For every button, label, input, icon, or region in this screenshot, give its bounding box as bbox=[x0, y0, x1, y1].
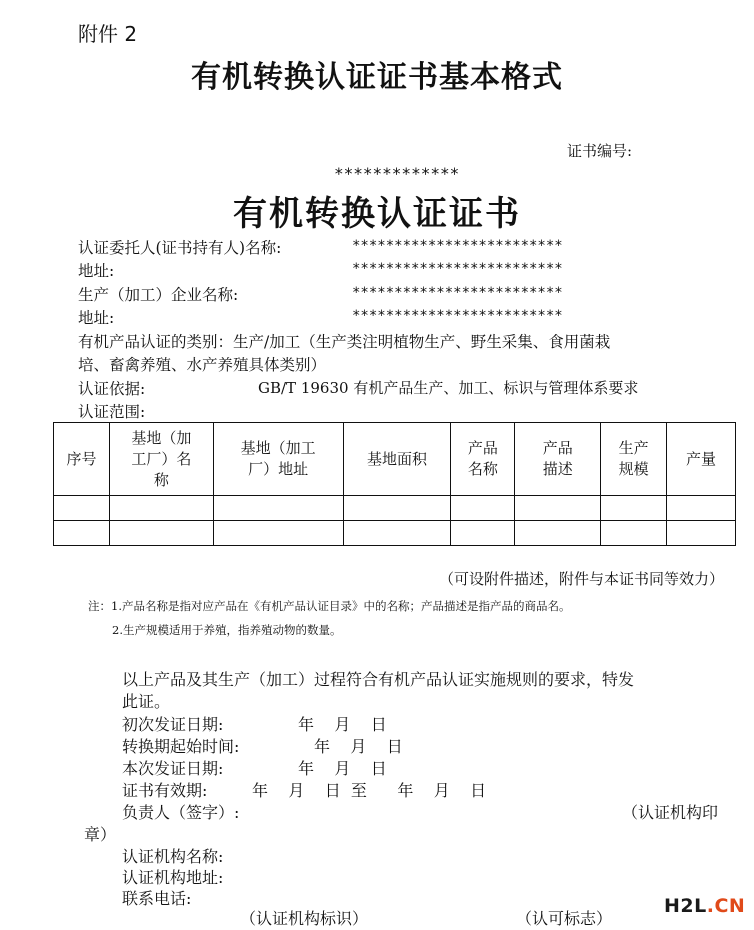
transition-date: 年 月 日 bbox=[314, 737, 403, 756]
field-label: 地址: bbox=[78, 262, 115, 280]
table-header-cell: 基地面积 bbox=[343, 423, 451, 496]
responsible-label: 负责人（签字）: bbox=[122, 803, 240, 822]
field-row-holder bbox=[78, 236, 281, 258]
field-value: ************************* bbox=[352, 285, 563, 301]
table-header-row bbox=[54, 423, 736, 496]
note-1: 注：1.产品名称是指对应产品在《有机产品认证目录》中的名称；产品描述是指产品的商品名。 bbox=[88, 599, 571, 613]
field-value: ************************* bbox=[352, 308, 563, 324]
basis-label: 认证依据: bbox=[78, 380, 146, 398]
table-header-cell: 基地（加工 厂）地址 bbox=[213, 423, 343, 496]
validity-value: 年 月 日 至 年 月 日 bbox=[252, 781, 487, 800]
validity-label: 证书有效期: bbox=[122, 781, 208, 800]
field-row-enterprise bbox=[78, 283, 238, 305]
statement-line-2: 此证。 bbox=[122, 692, 171, 711]
main-title: 有机转换认证证书基本格式 bbox=[191, 60, 563, 95]
scope-label: 认证范围: bbox=[78, 403, 146, 421]
category-line-1: 有机产品认证的类别：生产/加工（生产类注明植物生产、野生采集、食用菌栽 bbox=[78, 333, 611, 351]
table-header-cell: 生产 规模 bbox=[601, 423, 667, 496]
field-value: ************************* bbox=[352, 261, 563, 277]
org-name-label: 认证机构名称: bbox=[122, 847, 224, 866]
first-issue-label: 初次发证日期: bbox=[122, 715, 224, 734]
statement-line-1: 以上产品及其生产（加工）过程符合有机产品认证实施规则的要求，特发 bbox=[122, 670, 635, 689]
watermark-logo: H2L.CN bbox=[664, 895, 746, 917]
field-row-address-2 bbox=[78, 306, 114, 328]
attachment-note: （可设附件描述，附件与本证书同等效力） bbox=[438, 570, 724, 588]
field-row-address bbox=[78, 259, 114, 281]
table-header-cell: 产品 描述 bbox=[515, 423, 601, 496]
basis-value: GB/T 19630 有机产品生产、加工、标识与管理体系要求 bbox=[258, 379, 639, 397]
table-header-cell: 基地（加 工厂）名 称 bbox=[109, 423, 213, 496]
table-header-cell: 产品 名称 bbox=[451, 423, 515, 496]
transition-label: 转换期起始时间: bbox=[122, 737, 240, 756]
note-2: 2.生产规模适用于养殖，指养殖动物的数量。 bbox=[112, 623, 342, 637]
table-row bbox=[54, 496, 736, 521]
table-header-cell: 产量 bbox=[667, 423, 736, 496]
first-issue-date: 年 月 日 bbox=[298, 715, 387, 734]
org-address-label: 认证机构地址: bbox=[122, 868, 224, 887]
org-mark: （认证机构标识） bbox=[240, 909, 369, 928]
current-issue-label: 本次发证日期: bbox=[122, 759, 224, 778]
field-label: 生产（加工）企业名称: bbox=[78, 286, 239, 304]
scope-table bbox=[53, 422, 736, 546]
accreditation-mark: （认可标志） bbox=[516, 909, 613, 928]
table-row bbox=[54, 521, 736, 546]
seal-text-cont: 章） bbox=[84, 825, 117, 844]
current-issue-date: 年 月 日 bbox=[298, 759, 387, 778]
field-label: 地址: bbox=[78, 309, 115, 327]
seal-text: （认证机构印 bbox=[622, 803, 719, 822]
cert-stars: ************* bbox=[334, 164, 460, 183]
annex-label: 附件 2 bbox=[78, 22, 138, 46]
table-header-cell: 序号 bbox=[54, 423, 110, 496]
category-line-2: 培、畜禽养殖、水产养殖具体类别） bbox=[78, 356, 327, 374]
phone-label: 联系电话: bbox=[122, 889, 192, 908]
cert-title: 有机转换认证证书 bbox=[233, 194, 521, 234]
field-value: ************************* bbox=[352, 238, 563, 254]
field-label: 认证委托人(证书持有人)名称: bbox=[78, 239, 282, 257]
cert-number-label: 证书编号: bbox=[567, 142, 633, 160]
